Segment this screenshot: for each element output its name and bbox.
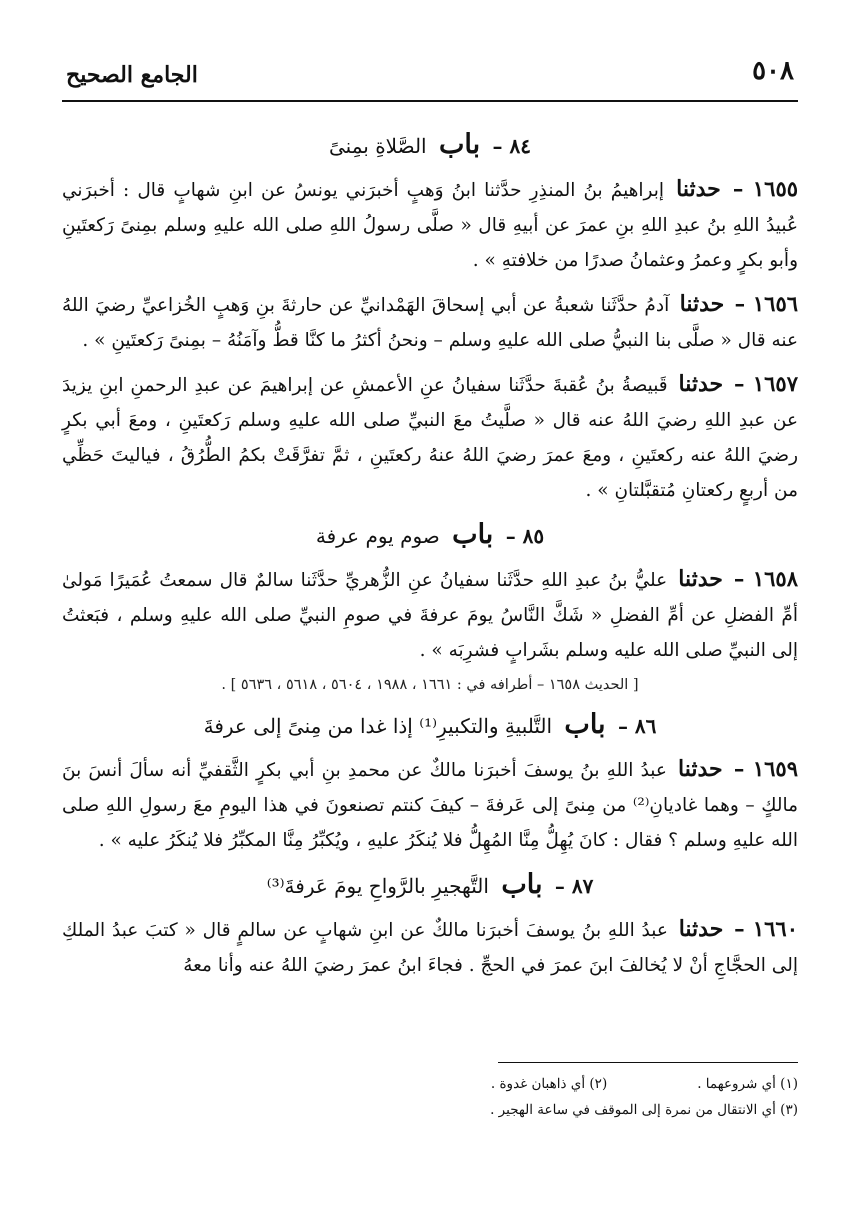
haddathana-word: حدثنا	[678, 916, 724, 942]
haddathana-word: حدثنا	[678, 371, 724, 397]
hadith-number: ١٦٥٨ –	[733, 566, 798, 591]
chapter-number: ٨٦ –	[617, 714, 657, 738]
haddathana-word: حدثنا	[679, 291, 725, 317]
chapter-number: ٨٥ –	[505, 524, 545, 548]
hadith-text: عليُّ بنُ عبدِ اللهِ حدَّثَنا سفيانُ عنِ الزُّهريِّ حدَّثَنا سالمٌ قال سمعتُ عُمَيرًا مَولىٰ أمِّ الفضلِ عن أمِّ الفضلِ « شَكَّ النَّاسُ يومَ عرفةَ في صومِ النبيِّ صلى الله عليهِ وسلم ، فبَعثتُ إلى النبيِّ صلى الله عليه وسلم بشَرابٍ فشرِبَه » .	[62, 570, 798, 661]
chapter-bab-label: باب	[564, 709, 606, 740]
hadith-text: قَبيصةُ بنُ عُقبةَ حدَّثَنا سفيانُ عنِ الأعمشِ عن إبراهيمَ عن عبدِ الرحمنِ ابنِ يزيدَ عن عبدِ اللهِ رضيَ اللهُ عنه قال « صلَّيتُ معَ النبيِّ صلى الله عليهِ وسلم رَكعتَينِ ، ومعَ أبي بكرٍ رضيَ اللهُ عنه ركعتَينِ ، ومعَ عمرَ رضيَ اللهُ عنهُ ركعتَينِ ، ثمَّ تفرَّقَتْ بكمُ الطُّرُقُ ، فياليتَ حَظِّي من أربعٍ ركعتانِ مُتقبَّلتانِ » .	[62, 375, 798, 501]
page-body	[62, 122, 798, 991]
hadith-1656	[62, 286, 798, 358]
hadith-number: ١٦٥٥ –	[732, 176, 799, 201]
footnote-1: (١) أي شروعهما .	[697, 1076, 798, 1092]
footnote-3: (٣) أي الانتقال من نمرة إلى الموقف في ساعة الهجير .	[490, 1102, 798, 1118]
book-title: الجامع الصحيح	[66, 62, 198, 88]
hadith-1657	[62, 366, 798, 508]
hadith-1660	[62, 911, 798, 983]
haddathana-word: حدثنا	[678, 756, 723, 782]
hadith-text: إبراهيمُ بنُ المنذِرِ حدَّثنا ابنُ وَهبٍ أخبرَني يونسُ عن ابنِ شهابٍ قال : أخبرَني عُبيدُ اللهِ بنُ عبدِ اللهِ بنِ عمرَ عن أبيهِ قال « صلَّى رسولُ اللهِ صلى الله عليهِ وسلم بمِنىً رَكعتَينِ وأبو بكرٍ وعمرُ وعثمانُ صدرًا من خلافتهِ » .	[62, 180, 798, 271]
chapter-number: ٨٤ –	[492, 134, 531, 158]
chapter-title: التَّهجيرِ بالرَّواحِ يومَ عَرفةَ⁽³⁾	[266, 874, 489, 898]
chapter-heading-84	[62, 126, 798, 165]
haddathana-word: حدثنا	[676, 176, 721, 202]
chapter-heading-87	[62, 866, 798, 905]
hadith-text: عبدُ اللهِ بنُ يوسفَ أخبرَنا مالكٌ عن محمدِ بنِ أبي بكرٍ الثَّقفيِّ أنه سألَ أنسَ بنَ مالكٍ – وهما غاديانِ⁽²⁾ من مِنىً إلى عَرفةَ – كيفَ كنتم تصنعونَ في هذا اليومِ معَ رسولِ اللهِ صلى الله عليهِ وسلم ؟ فقال : كانَ يُهِلُّ مِنَّا المُهِلُّ فلا يُنكَرُ عليهِ ، ويُكبِّرُ مِنَّا المكبِّرُ فلا يُنكَرُ عليه » .	[62, 760, 799, 851]
footnote-row	[62, 1071, 798, 1097]
hadith-cross-reference: [ الحديث ١٦٥٨ – أطرافه في : ١٦٦١ ، ١٩٨٨ ، ٥٦٠٤ ، ٥٦١٨ ، ٥٦٣٦ ] .	[221, 677, 639, 693]
hadith-number: ١٦٥٧ –	[734, 371, 798, 396]
footnote-divider	[498, 1062, 798, 1063]
hadith-number: ١٦٦٠ –	[734, 916, 798, 941]
hadith-1658	[62, 561, 798, 668]
footnotes	[62, 1062, 798, 1123]
hadith-number: ١٦٥٦ –	[734, 291, 799, 316]
chapter-title: التَّلبيةِ والتكبيرِ⁽¹⁾ إذا غدا من مِنىً إلى عرفةَ	[203, 714, 553, 738]
hadith-1659	[62, 751, 798, 858]
chapter-title: الصَّلاةِ بمِنىً	[329, 134, 427, 158]
chapter-title: صوم يوم عرفة	[315, 524, 440, 548]
chapter-heading-86	[62, 706, 798, 745]
chapter-heading-85	[62, 516, 798, 555]
haddathana-word: حدثنا	[678, 566, 723, 592]
chapter-bab-label: باب	[452, 519, 494, 550]
chapter-bab-label: باب	[438, 129, 481, 160]
running-header	[62, 56, 798, 102]
chapter-number: ٨٧ –	[554, 874, 594, 898]
hadith-number: ١٦٥٩ –	[733, 756, 798, 781]
hadith-text: آدمُ حدَّثَنا شعبةُ عن أبي إسحاقَ الهَمْدانيِّ عن حارثةَ بنِ وَهبٍ الخُزاعيِّ رضيَ اللهُ عنه قال « صلَّى بنا النبيُّ صلى الله عليهِ وسلم – ونحنُ أكثرُ ما كنَّا قطُّ وآمَنُهُ – بمِنىً رَكعتَينِ » .	[62, 295, 798, 351]
chapter-bab-label: باب	[501, 869, 543, 900]
footnote-2: (٢) أي ذاهبان غدوة .	[490, 1076, 608, 1092]
page-number: ٥٠٨	[752, 56, 794, 86]
hadith-text: عبدُ اللهِ بنُ يوسفَ أخبرَنا مالكٌ عن ابنِ شهابٍ عن سالمٍ قال « كتبَ عبدُ الملكِ إلى الحجَّاجِ أنْ لا يُخالفَ ابنَ عمرَ في الحجِّ . فجاءَ ابنُ عمرَ رضيَ اللهُ عنه وأنا معهُ	[62, 920, 798, 976]
hadith-1655	[62, 171, 798, 278]
